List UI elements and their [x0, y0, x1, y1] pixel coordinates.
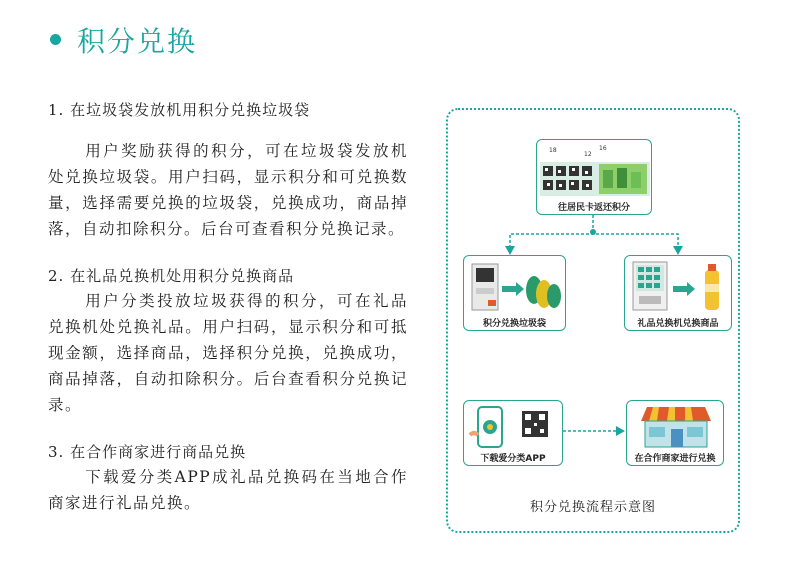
- section-3-heading: 3. 在合作商家进行商品兑换: [48, 443, 247, 461]
- download-app-label: 下载爱分类APP: [480, 454, 546, 464]
- garbage-bag-exchange-card: [463, 255, 566, 331]
- partner-shop-label: 在合作商家进行兑换: [634, 454, 716, 464]
- section-3-body: 下载爱分类APP成礼品兑换码在当地合作商家进行礼品兑换。: [48, 468, 408, 512]
- diagram-caption: 积分兑换流程示意图: [529, 500, 656, 515]
- flow-diagram: [446, 108, 740, 533]
- section-1-body: 用户奖励获得的积分，可在垃圾袋发放机处兑换垃圾袋。用户扫码，显示积分和可兑换数量，选择需要兑换的垃圾袋，兑换成功，商品掉落，自动扣除积分。后台可查看积分兑换记录。: [48, 142, 408, 238]
- page-title: 积分兑换: [77, 25, 198, 58]
- svg-text:16: 16: [599, 145, 607, 152]
- partner-shop-card: [626, 400, 724, 466]
- svg-text:12: 12: [584, 151, 592, 158]
- svg-text:18: 18: [549, 147, 557, 154]
- gift-machine-exchange-card: [624, 255, 732, 331]
- section-2-heading: 2. 在礼品兑换机处用积分兑换商品: [48, 267, 295, 285]
- section-2-body: 用户分类投放垃圾获得的积分，可在礼品兑换机处兑换礼品。用户扫码，显示积分和可抵现金额，选择商品，选择积分兑换，兑换成功，商品掉落，自动扣除积分。后台查看积分兑换记录。: [48, 292, 408, 414]
- section-1-heading: 1. 在垃圾袋发放机用积分兑换垃圾袋: [48, 101, 311, 119]
- resident-card-refund-label: 往居民卡返还积分: [557, 203, 630, 213]
- gift-machine-exchange-label: 礼品兑换机兑换商品: [637, 319, 719, 329]
- text-column: [48, 98, 408, 516]
- resident-card-refund-card: [536, 139, 652, 215]
- garbage-bag-exchange-label: 积分兑换垃圾袋: [482, 319, 546, 329]
- download-app-card: [463, 400, 563, 466]
- title-bullet-dot: [50, 34, 61, 45]
